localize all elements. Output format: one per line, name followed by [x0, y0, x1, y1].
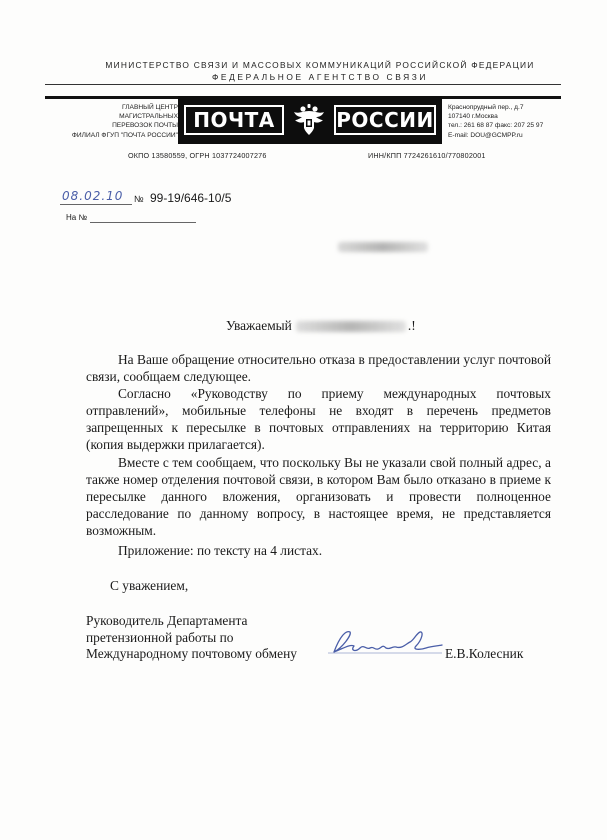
ministry-title: МИНИСТЕРСТВО СВЯЗИ И МАССОВЫХ КОММУНИКАЦИЙ РОССИЙСКОЙ ФЕДЕРАЦИИ [105, 60, 535, 70]
number-sign: № [134, 194, 144, 204]
handwritten-signature [320, 622, 446, 662]
header-divider [45, 84, 561, 85]
pochta-rossii-logo [178, 96, 442, 144]
signer-position [86, 613, 336, 663]
salutation [226, 318, 416, 334]
position-line: Руководитель Департамента [86, 613, 248, 628]
redacted-name [296, 321, 406, 332]
date-underline [60, 204, 132, 205]
closing-regards: С уважением, [110, 578, 189, 593]
position-line: претензионной работы по [86, 629, 234, 645]
logo-word-left: ПОЧТА [184, 105, 284, 135]
double-headed-eagle-icon [291, 102, 327, 138]
body-paragraph: На Ваше обращение относительно отказа в предоставлении услуг почтовой связи, сообщаем следующее. [86, 352, 551, 385]
position-line: Международному почтовому обмену [86, 646, 297, 662]
sender-contacts [448, 103, 568, 140]
sender-unit [60, 103, 178, 140]
reference-underline [90, 222, 196, 223]
contact-email: E-mail: DOU@GCMPP.ru [448, 131, 523, 139]
contact-city: 107140 г.Москва [448, 113, 498, 121]
redacted-addressee [338, 242, 428, 252]
salutation-end: .! [407, 318, 416, 333]
sender-unit-line: ПЕРЕВОЗОК ПОЧТЫ [112, 122, 178, 130]
letter-body [86, 351, 551, 539]
logo-word-right: РОССИИ [334, 105, 436, 135]
contact-address: Краснопрудный пер., д.7 [448, 104, 524, 111]
body-paragraph: Согласно «Руководству по приему международных почтовых отправлений», мобильные телефоны не входят в перечень предметов запрещенных к пересылке в почтовых отправлениях на территорию Китая (копия выдержки прилагается). [86, 386, 551, 453]
registration-number: 99-19/646-10/5 [150, 191, 232, 205]
contact-phone: тел.: 261 68 87 факс: 207 25 97 [448, 122, 544, 130]
signer-name: Е.В.Колесник [445, 646, 524, 661]
sender-unit-line: ГЛАВНЫЙ ЦЕНТР [122, 104, 178, 111]
reference-label: На № [66, 213, 88, 222]
okpo-ogrn: ОКПО 13580559, ОГРН 1037724007276 [128, 151, 267, 160]
agency-title: ФЕДЕРАЛЬНОЕ АГЕНТСТВО СВЯЗИ [211, 72, 429, 82]
sender-unit-line: ФИЛИАЛ ФГУП "ПОЧТА РОССИИ" [71, 131, 178, 139]
inn-kpp: ИНН/КПП 7724261610/770802001 [368, 151, 486, 160]
sender-unit-line: МАГИСТРАЛЬНЫХ [119, 113, 178, 121]
registration-date: 08.02.10 [62, 189, 124, 203]
salutation-start: Уважаемый [226, 318, 292, 333]
appendix-note: Приложение: по тексту на 4 листах. [118, 543, 323, 558]
body-paragraph: Вместе с тем сообщаем, что поскольку Вы не указали свой полный адрес, а также номер отделения почтовой связи, в котором Вам было отказано в приеме к пересылке данного вложения, организовать и провести полноценное расследование по данному вопросу, в настоящее время, не представляется возможным. [86, 454, 551, 538]
